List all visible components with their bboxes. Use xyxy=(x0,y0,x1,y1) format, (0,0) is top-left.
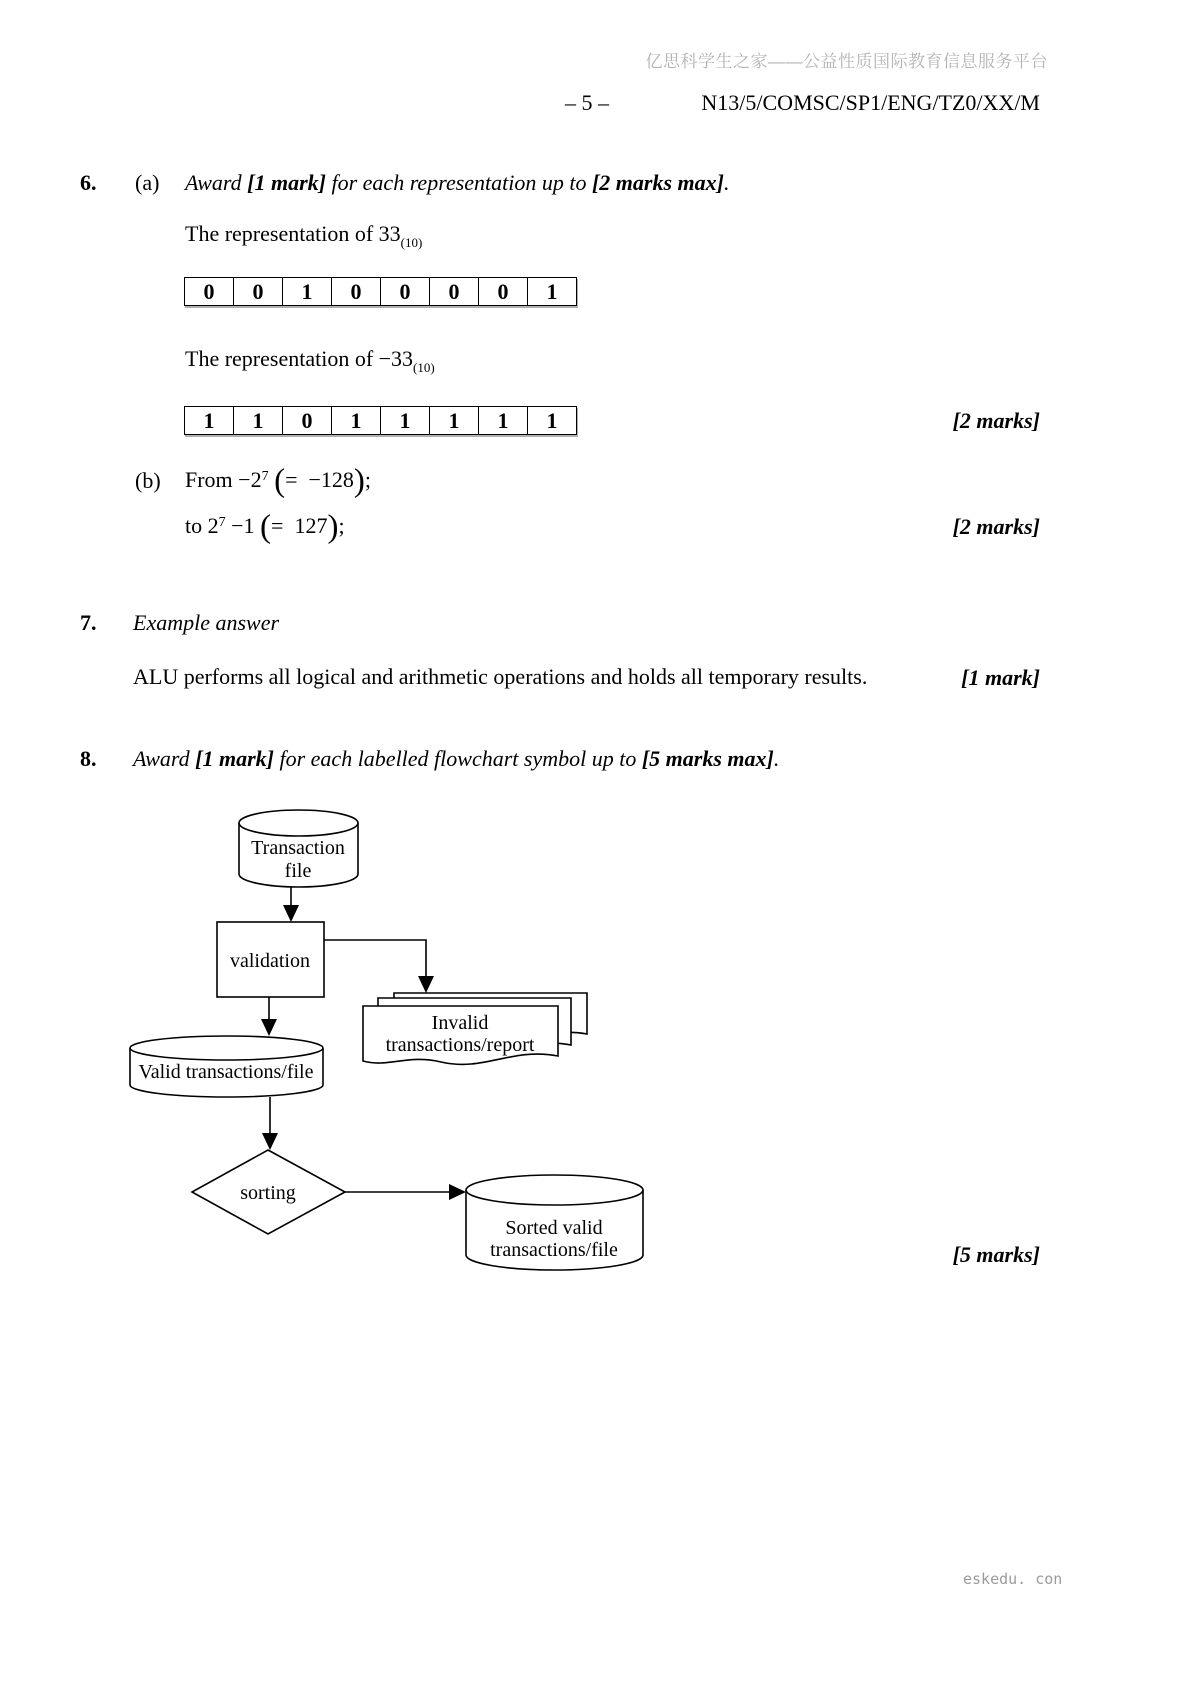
validation-box xyxy=(217,922,324,997)
bit-cell: 0 xyxy=(185,278,234,305)
flowchart-diagram xyxy=(100,790,660,1280)
bit-cell: 1 xyxy=(430,407,479,434)
invalid-report-documents xyxy=(363,993,587,1064)
bit-cell: 0 xyxy=(283,407,332,434)
invalid-report-label: Invalid xyxy=(431,1012,489,1034)
formula-text: = −128 xyxy=(285,467,354,492)
award-text: Award xyxy=(133,746,196,771)
sorted-transactions-cylinder xyxy=(466,1175,643,1270)
bit-cell: 1 xyxy=(283,278,332,305)
open-paren: ( xyxy=(274,463,286,499)
question-7-number: 7. xyxy=(80,610,97,635)
marks-6b: [2 marks] xyxy=(952,514,1040,539)
invalid-report-label: transactions/report xyxy=(385,1034,535,1056)
question-6b-label: (b) xyxy=(135,468,161,493)
transaction-file-label: Transaction xyxy=(251,837,345,859)
footer-watermark: eskedu. con xyxy=(963,1570,1063,1588)
bit-cell: 0 xyxy=(430,278,479,305)
bit-cell: 1 xyxy=(234,407,283,434)
question-7-answer: ALU performs all logical and arithmetic operations and holds all temporary results. xyxy=(133,664,868,689)
award-text: . xyxy=(773,746,780,771)
formula-text: −1 xyxy=(225,513,261,538)
bit-cell: 1 xyxy=(546,278,558,304)
sorted-transactions-label: Sorted valid xyxy=(505,1217,603,1239)
formula-text: = 127 xyxy=(271,513,328,538)
sorted-transactions-label: transactions/file xyxy=(490,1239,618,1261)
award-text: for each labelled flowchart symbol up to xyxy=(273,746,642,771)
transaction-file-cylinder xyxy=(239,810,358,887)
arrow-down-icon xyxy=(262,1097,278,1150)
representation-33-label xyxy=(185,221,423,250)
exponent: 7 xyxy=(261,469,269,484)
mark-allocation: [5 marks max] xyxy=(641,746,774,771)
page-number: – 5 – xyxy=(565,90,609,115)
close-paren: ) xyxy=(327,509,339,545)
label-text: The representation of 33 xyxy=(185,221,401,246)
marks-8: [5 marks] xyxy=(952,1242,1040,1267)
mark-allocation: [2 marks max] xyxy=(591,170,724,195)
site-watermark: 亿思科学生之家——公益性质国际教育信息服务平台 xyxy=(645,52,1048,71)
arrow-right-down-icon xyxy=(324,940,434,993)
bit-cell: 0 xyxy=(479,278,528,305)
formula-text: ; xyxy=(338,513,345,538)
question-6b-line2 xyxy=(185,508,345,544)
valid-transactions-cylinder xyxy=(130,1036,323,1097)
question-6a-label: (a) xyxy=(135,170,160,195)
formula-text: From −2 xyxy=(185,467,262,492)
mark-allocation: [1 mark] xyxy=(195,746,274,771)
question-6b-line1 xyxy=(185,462,371,498)
sorting-label: sorting xyxy=(240,1182,296,1204)
bit-cell: 1 xyxy=(479,407,528,434)
question-6a-award-note xyxy=(185,170,729,196)
arrow-down-icon xyxy=(283,887,299,922)
formula-text: to 2 xyxy=(185,513,219,538)
marks-6a: [2 marks] xyxy=(952,408,1040,433)
sorting-diamond xyxy=(192,1150,345,1234)
exponent: 7 xyxy=(218,515,226,530)
question-6-number: 6. xyxy=(80,170,97,195)
bit-cell: 0 xyxy=(381,278,430,305)
representation-neg33-label xyxy=(185,346,435,375)
base-subscript: (10) xyxy=(400,235,423,250)
arrow-right-icon xyxy=(345,1184,466,1200)
paper-code: N13/5/COMSC/SP1/ENG/TZ0/XX/M xyxy=(701,90,1040,115)
label-text: The representation of −33 xyxy=(185,346,414,371)
award-text: Award xyxy=(185,170,248,195)
bit-cell: 0 xyxy=(234,278,283,305)
arrow-down-icon xyxy=(261,997,277,1036)
base-subscript: (10) xyxy=(413,360,435,375)
question-8-number: 8. xyxy=(80,746,97,771)
mark-allocation: [1 mark] xyxy=(247,170,326,195)
validation-label: validation xyxy=(230,950,310,972)
bit-cell: 1 xyxy=(332,407,381,434)
award-text: . xyxy=(723,170,730,195)
bit-cell: 1 xyxy=(381,407,430,434)
question-7-title: Example answer xyxy=(133,610,280,635)
award-text: for each representation up to xyxy=(325,170,592,195)
bit-cell: 0 xyxy=(332,278,381,305)
close-paren: ) xyxy=(353,463,365,499)
bit-cell: 1 xyxy=(546,407,558,433)
question-8-award-note xyxy=(133,746,779,772)
open-paren: ( xyxy=(260,509,272,545)
marks-7: [1 mark] xyxy=(961,665,1040,690)
binary-table-33 xyxy=(184,277,577,306)
transaction-file-label: file xyxy=(284,860,312,882)
bit-cell: 1 xyxy=(185,407,234,434)
valid-transactions-label: Valid transactions/file xyxy=(138,1061,314,1083)
formula-text: ; xyxy=(364,467,372,492)
binary-table-neg33 xyxy=(184,406,577,435)
